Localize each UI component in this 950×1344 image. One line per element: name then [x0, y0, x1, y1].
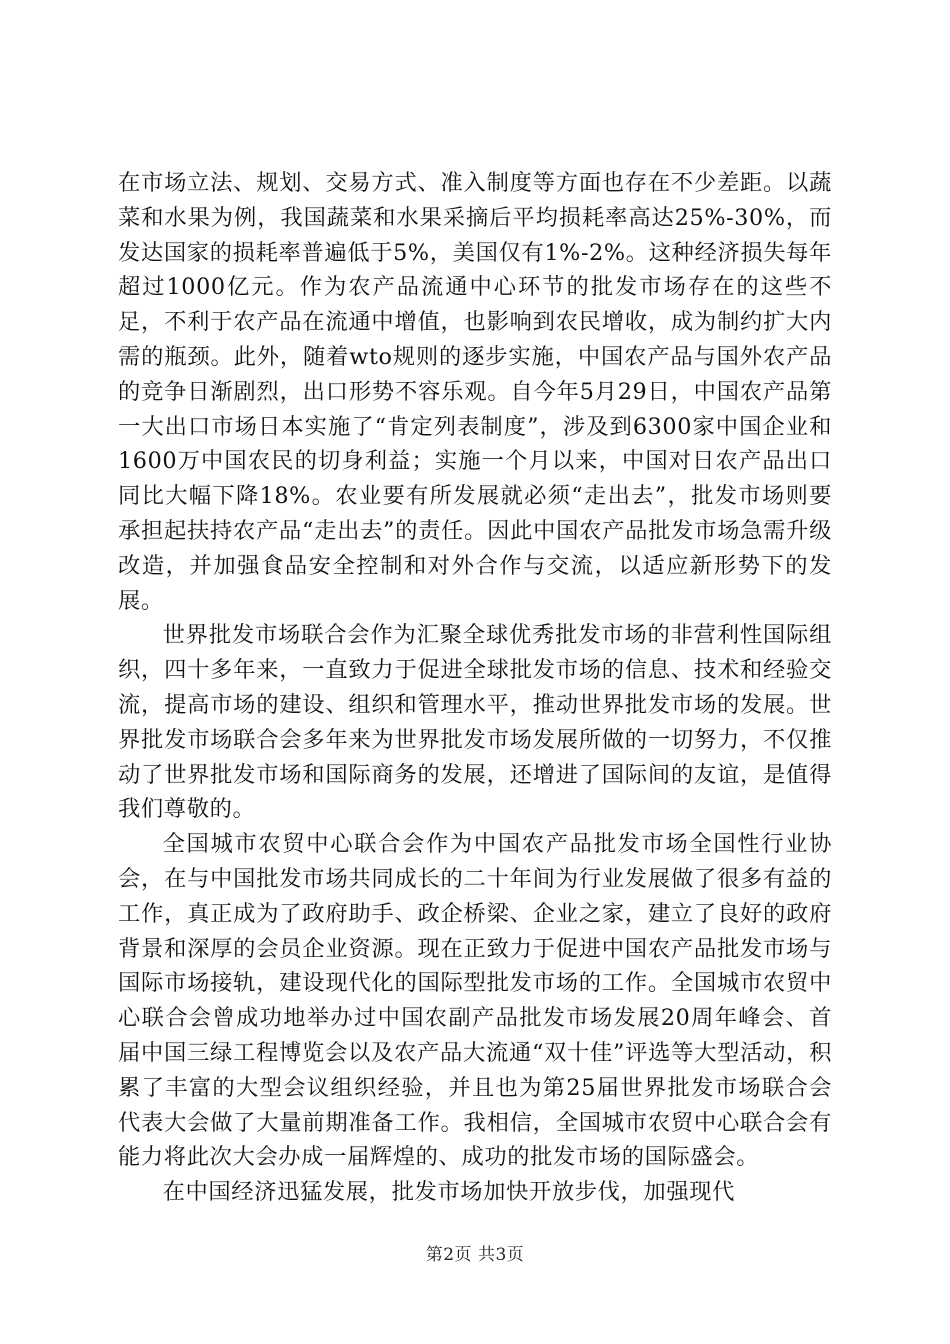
- page-number-indicator: 第2页 共3页: [425, 1245, 525, 1265]
- document-body: [118, 166, 832, 1210]
- paragraph-closing-start: 在中国经济迅猛发展，批发市场加快开放步伐，加强现代: [162, 1179, 736, 1206]
- paragraph-ccfa-intro: 全国城市农贸中心联合会作为中国农产品批发市场全国性行业协会，在与中国批发市场共同成长的二十年间为行业发展做了很多有益的工作，真正成为了政府助手、政企桥梁、企业之家，建立了良好的政府背景和深厚的会员企业资源。现在正致力于促进中国农产品批发市场与国际市场接轨，建设现代化的国际型批发市场的工作。全国城市农贸中心联合会曾成功地举办过中国农副产品批发市场发展20周年峰会、首届中国三绿工程博览会以及农产品大流通“双十佳”评选等大型活动，积累了丰富的大型会议组织经验，并且也为第25届世界批发市场联合会代表大会做了大量前期准备工作。我相信，全国城市农贸中心联合会有能力将此次大会办成一届辉煌的、成功的批发市场的国际盛会。: [118, 831, 832, 1171]
- paragraph-continued: 在市场立法、规划、交易方式、准入制度等方面也存在不少差距。以蔬菜和水果为例，我国蔬菜和水果采摘后平均损耗率高达25%-30%，而发达国家的损耗率普遍低于5%，美国仅有1%-2%。这种经济损失每年超过1000亿元。作为农产品流通中心环节的批发市场存在的这些不足，不利于农产品在流通中增值，也影响到农民增收，成为制约扩大内需的瓶颈。此外，随着wto规则的逐步实施，中国农产品与国外农产品的竞争日渐剧烈，出口形势不容乐观。自今年5月29日，中国农产品第一大出口市场日本实施了“肯定列表制度”，涉及到6300家中国企业和1600万中国农民的切身利益；实施一个月以来，中国对日农产品出口同比大幅下降18%。农业要有所发展就必须“走出去”，批发市场则要承担起扶持农产品“走出去”的责任。因此中国农产品批发市场急需升级改造，并加强食品安全控制和对外合作与交流，以适应新形势下的发展。: [118, 170, 832, 614]
- page-footer: [0, 1244, 950, 1266]
- paragraph-wuwm-intro: 世界批发市场联合会作为汇聚全球优秀批发市场的非营利性国际组织，四十多年来，一直致力于促进全球批发市场的信息、技术和经验交流，提高市场的建设、组织和管理水平，推动世界批发市场的发展。世界批发市场联合会多年来为世界批发市场发展所做的一切努力，不仅推动了世界批发市场和国际商务的发展，还增进了国际间的友谊，是值得我们尊敬的。: [118, 622, 832, 823]
